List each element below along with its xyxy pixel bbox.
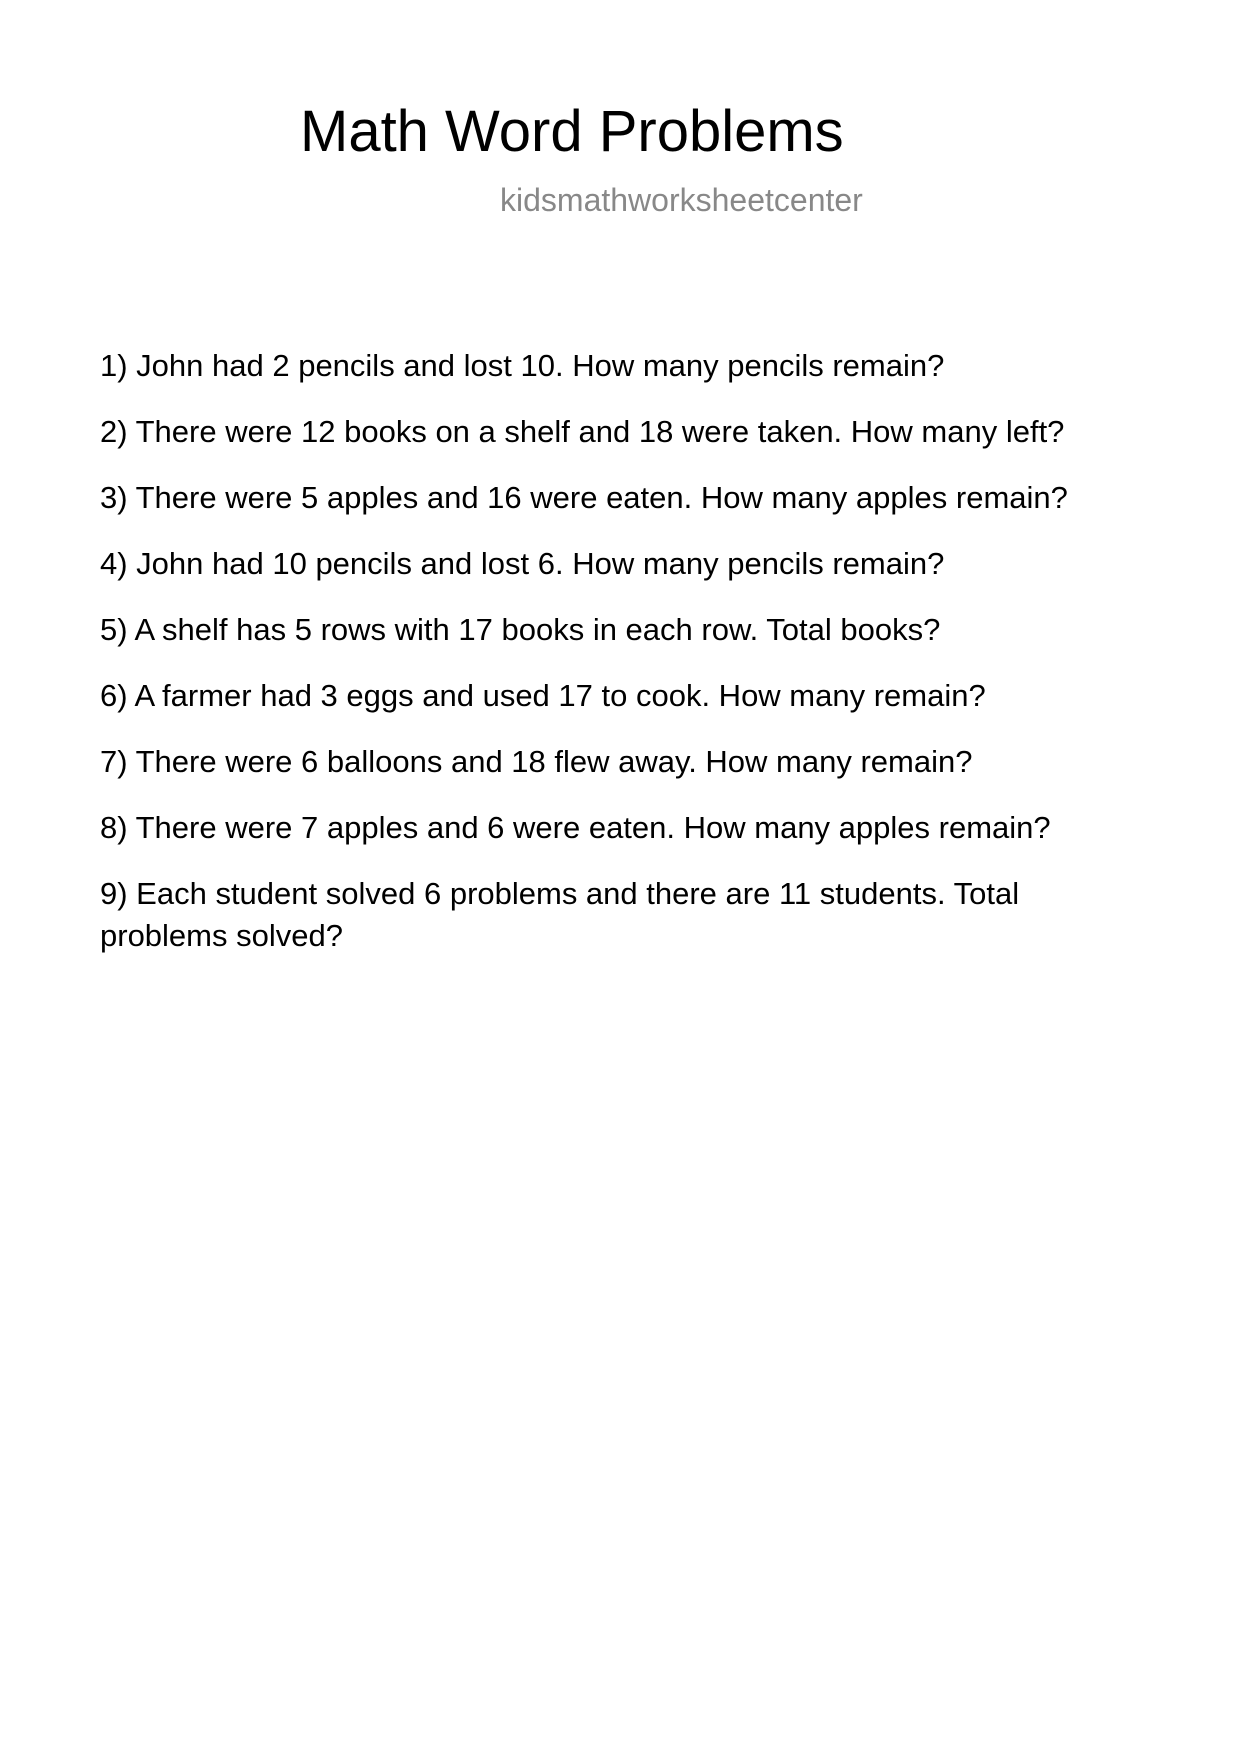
page-title: Math Word Problems xyxy=(300,99,844,164)
problem-item-7: 7) There were 6 balloons and 18 flew away. How many remain? xyxy=(100,744,973,779)
problem-list xyxy=(100,345,1150,981)
problem-item-5: 5) A shelf has 5 rows with 17 books in each row. Total books? xyxy=(100,612,941,647)
problem-item-6: 6) A farmer had 3 eggs and used 17 to cook. How many remain? xyxy=(100,678,986,713)
problem-item-8: 8) There were 7 apples and 6 were eaten. How many apples remain? xyxy=(100,810,1051,845)
problem-item-9: 9) Each student solved 6 problems and there are 11 students. Total problems solved? xyxy=(100,876,1020,953)
problem-item-4: 4) John had 10 pencils and lost 6. How many pencils remain? xyxy=(100,546,945,581)
problem-item-2: 2) There were 12 books on a shelf and 18 were taken. How many left? xyxy=(100,414,1065,449)
site-subtitle: kidsmathworksheetcenter xyxy=(500,182,863,218)
problem-item-1: 1) John had 2 pencils and lost 10. How many pencils remain? xyxy=(100,348,945,383)
problem-item-3: 3) There were 5 apples and 16 were eaten. How many apples remain? xyxy=(100,480,1068,515)
